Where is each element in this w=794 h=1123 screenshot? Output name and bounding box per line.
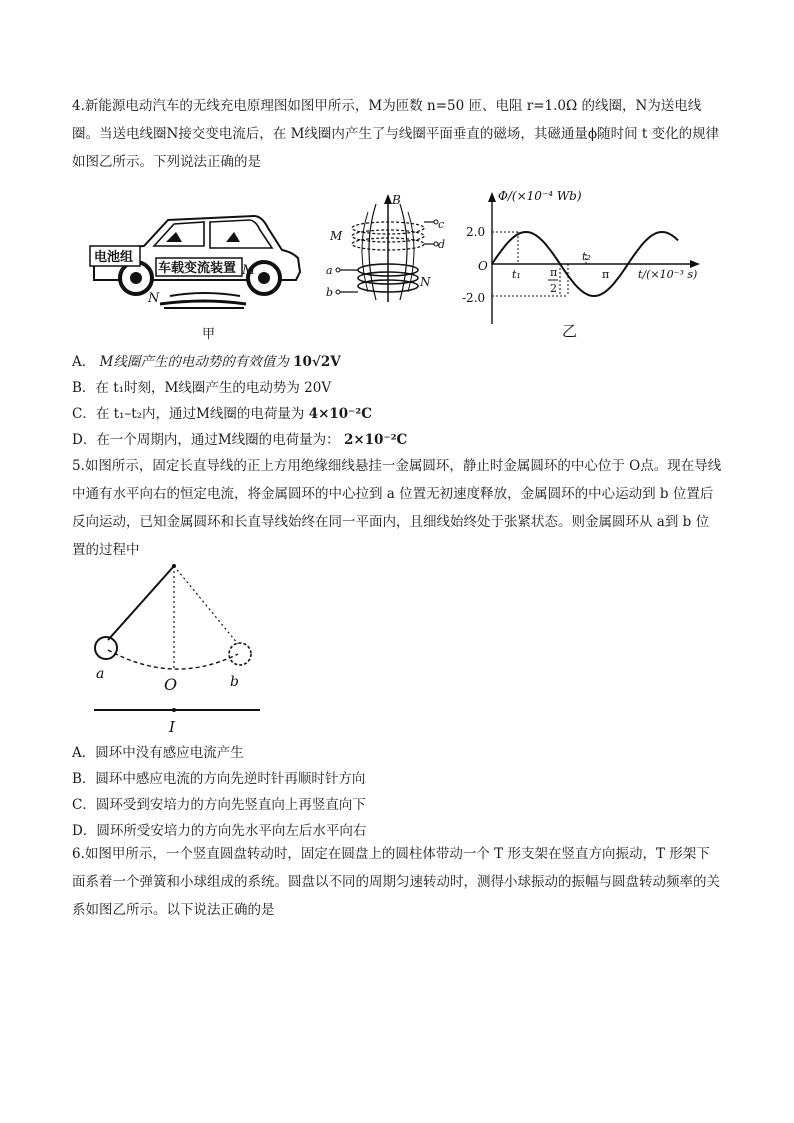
svg-text:N: N (420, 275, 431, 289)
svg-text:2: 2 (550, 282, 557, 295)
car-seat-icon (166, 232, 182, 242)
svg-text:O: O (478, 259, 488, 273)
svg-text:a: a (326, 264, 333, 277)
figure-yi (458, 186, 708, 342)
converter-label: 车载变流装置 (158, 261, 237, 276)
svg-text:π: π (550, 266, 558, 279)
q6-stem: 6.如图甲所示，一个竖直圆盘转动时，固定在圆盘上的圆柱体带动一个 T 形支架在竖直方向振动，T 形架下面系着一个弹簧和小球组成的系统。圆盘以不同的周期匀速转动时，测得小球振动的振幅与圆盘转动频率的关系如图乙所示。以下说法正确的是 (72, 846, 720, 918)
battery-label: 电池组 (94, 250, 134, 265)
svg-text:b: b (230, 674, 239, 690)
svg-text:2.0: 2.0 (466, 225, 486, 239)
car-window-rear (210, 220, 272, 248)
car-seat-icon (226, 232, 240, 242)
ring-at-a (95, 637, 117, 659)
svg-text:t₁: t₁ (512, 268, 521, 281)
svg-text:c: c (438, 218, 445, 231)
swing-arc (108, 650, 238, 669)
svg-text:a: a (96, 666, 105, 682)
q4-stem: 4.新能源电动汽车的无线充电原理图如图甲所示，M为匝数 n=50 匝、电阻 r=1.0Ω 的线圈，N为送电线圈。当送电线圈N接交变电流后，在 M线圈内产生了与线圈平面垂直的磁场，其磁通量ϕ随时间 t 变化的规律如图乙所示。下列说法正确的是 (72, 98, 720, 170)
q4-option-b[interactable]: B．在 t₁时刻，M线圈产生的电动势为 20V (72, 380, 332, 396)
coil-n (160, 301, 246, 304)
q4-option-d[interactable]: D．在一个周期内，通过M线圈的电荷量为： 2×10⁻²C (72, 432, 408, 448)
figure-coils (326, 190, 446, 308)
svg-text:π: π (602, 268, 610, 281)
figure-pendulum (84, 560, 264, 740)
m-label: M (242, 263, 256, 278)
svg-text:-2.0: -2.0 (462, 291, 486, 305)
svg-text:I: I (169, 718, 175, 736)
svg-text:d: d (438, 238, 446, 251)
svg-text:B: B (392, 193, 401, 207)
figure-jia (86, 206, 308, 344)
n-label: N (148, 291, 160, 306)
arrow-up-icon (384, 194, 392, 204)
svg-text:t₂: t₂ (582, 250, 591, 263)
q4-option-a[interactable]: A． M线圈产生的电动势的有效值为 10√2V (72, 354, 341, 370)
q4-option-c[interactable]: C．在 t₁–t₂内，通过M线圈的电荷量为 4×10⁻²C (72, 406, 372, 422)
caption-yi: 乙 (562, 322, 578, 340)
y-axis-label: Φ/(×10⁻⁴ Wb) (498, 189, 582, 203)
q5-stem: 5.如图所示，固定长直导线的正上方用绝缘细线悬挂一金属圆环，静止时金属圆环的中心位于 O点。现在导线中通有水平向右的恒定电流，将金属圆环的中心拉到 a 位置无初速度释放，金属圆环的中心运动到 b 位置后反向运动，已知金属圆环和长直导线始终在同一平面内，且细线始终处于张紧状态。则金属圆环从 a到 b 位置的过程中 (72, 458, 722, 558)
q5-option-d[interactable]: D．圆环所受安培力的方向先水平向左后水平向右 (72, 823, 367, 839)
svg-text:M: M (330, 229, 343, 243)
q5-option-a[interactable]: A．圆环中没有感应电流产生 (72, 745, 244, 761)
svg-text:b: b (326, 286, 334, 299)
q5-option-b[interactable]: B．圆环中感应电流的方向先逆时针再顺时针方向 (72, 771, 366, 787)
x-axis-label: t/(×10⁻³ s) (638, 268, 698, 281)
caption-jia: 甲 (202, 327, 216, 342)
axis-arrow-up-icon (488, 192, 496, 202)
ring-at-b (229, 643, 251, 665)
q5-option-c[interactable]: C．圆环受到安培力的方向先竖直向上再竖直向下 (72, 797, 366, 813)
string-solid (108, 566, 174, 640)
svg-text:O: O (164, 675, 178, 694)
axis-arrow-right-icon (690, 260, 700, 268)
coil-m (170, 293, 240, 296)
